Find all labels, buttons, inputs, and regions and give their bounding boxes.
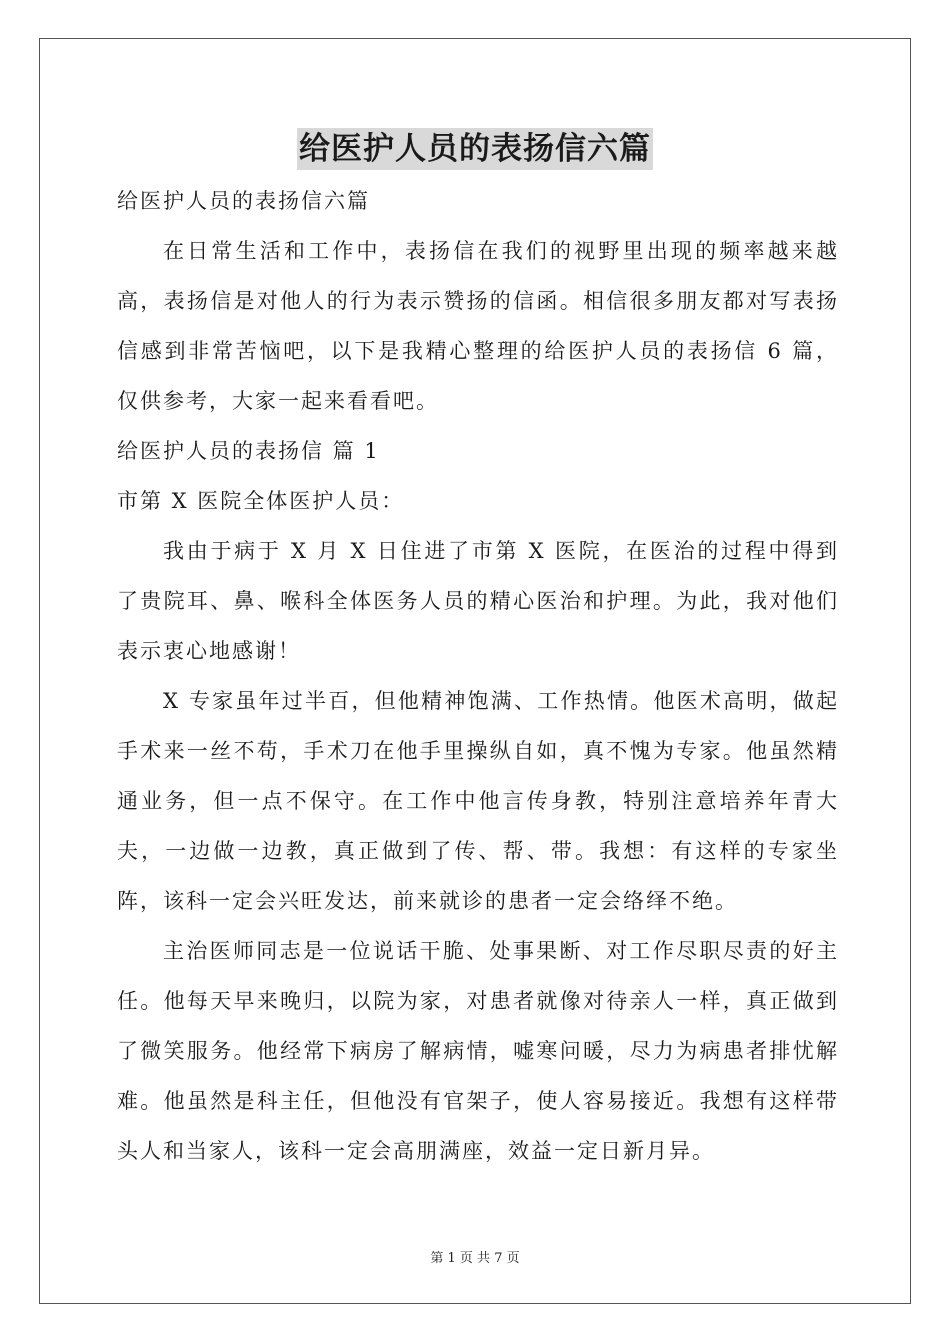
document-title: 给医护人员的表扬信六篇 bbox=[297, 128, 653, 170]
body-paragraph: X 专家虽年过半百，但他精神饱满、工作热情。他医术高明，做起手术来一丝不苟，手术刀在他手里操纵自如，真不愧为专家。他虽然精通业务，但一点不保守。在工作中他言传身教，特别注意培养年青大夫，一边做一边教，真正做到了传、帮、带。我想：有这样的专家坐阵，该科一定会兴旺发达，前来就诊的患者一定会络绎不绝。 bbox=[117, 689, 839, 913]
body-paragraph: 主治医师同志是一位说话干脆、处事果断、对工作尽职尽责的好主任。他每天早来晚归，以院为家，对患者就像对待亲人一样，真正做到了微笑服务。他经常下病房了解病情，嘘寒问暖，尽力为病患者排忧解难。他虽然是科主任，但他没有官架子，使人容易接近。我想有这样带头人和当家人，该科一定会高朋满座，效益一定日新月异。 bbox=[117, 939, 839, 1163]
intro-paragraph: 在日常生活和工作中，表扬信在我们的视野里出现的频率越来越高，表扬信是对他人的行为表示赞扬的信函。相信很多朋友都对写表扬信感到非常苦恼吧，以下是我精心整理的给医护人员的表扬信 6 篇，仅供参考，大家一起来看看吧。 bbox=[117, 239, 839, 413]
section-heading: 给医护人员的表扬信 篇 1 bbox=[117, 439, 380, 463]
page-footer: 第 1 页 共 7 页 bbox=[430, 1251, 520, 1266]
body-paragraph: 我由于病于 X 月 X 日住进了市第 X 医院，在医治的过程中得到了贵院耳、鼻、喉科全体医务人员的精心医治和护理。为此，我对他们表示衷心地感谢！ bbox=[117, 539, 839, 663]
title-container bbox=[0, 128, 950, 170]
salutation: 市第 X 医院全体医护人员： bbox=[117, 489, 405, 513]
document-body bbox=[117, 176, 839, 1176]
subtitle-line: 给医护人员的表扬信六篇 bbox=[117, 189, 370, 213]
